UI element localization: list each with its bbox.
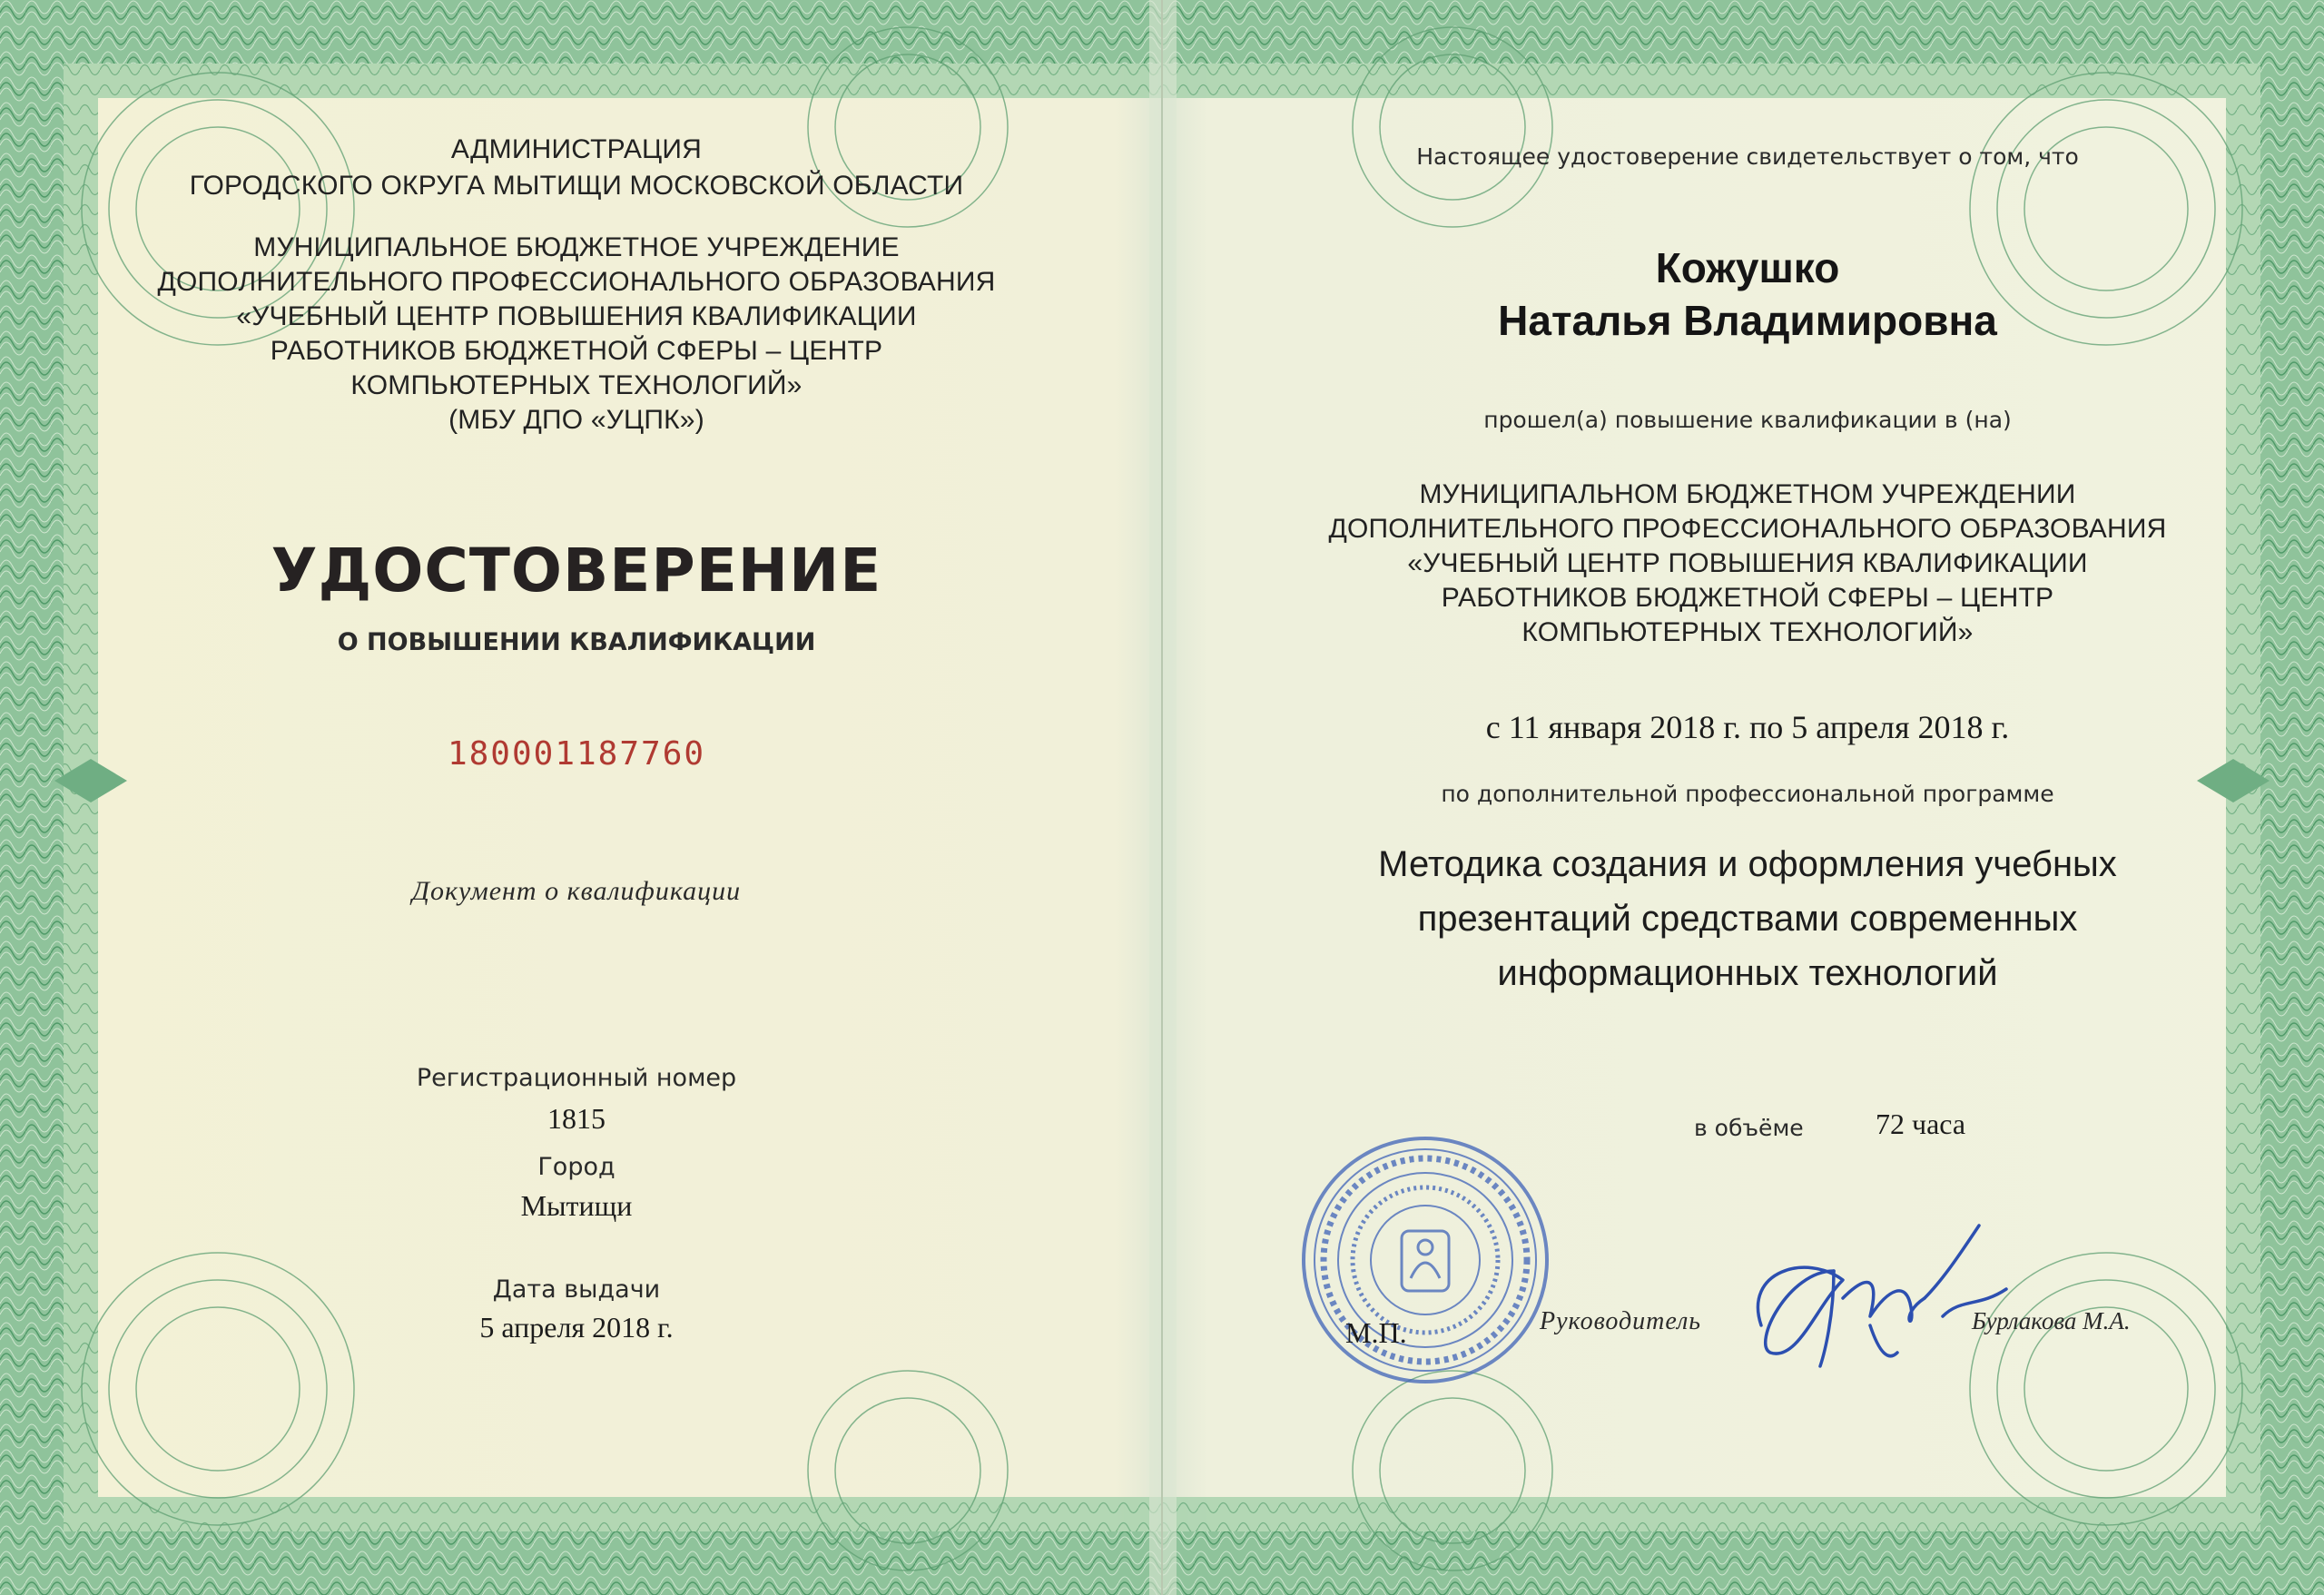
- issuer-org-line-2: ДОПОЛНИТЕЛЬНОГО ПРОФЕССИОНАЛЬНОГО ОБРАЗОВАНИЯ: [157, 267, 996, 297]
- program-label: по дополнительной профессиональной программе: [1441, 781, 2054, 807]
- head-signature: [1734, 1216, 2034, 1380]
- document-subtitle: О ПОВЫШЕНИИ КВАЛИФИКАЦИИ: [337, 628, 816, 656]
- head-label: Руководитель: [1540, 1307, 1702, 1335]
- official-stamp: [1298, 1133, 1552, 1387]
- volume-value: 72 часа: [1876, 1108, 1966, 1140]
- city-label: Город: [537, 1153, 615, 1181]
- issue-date-value: 5 апреля 2018 г.: [479, 1311, 674, 1344]
- document-type: Документ о квалификации: [411, 876, 742, 906]
- program-line-2: презентаций средствами современных: [1417, 899, 2078, 939]
- institution-line-2: ДОПОЛНИТЕЛЬНОГО ПРОФЕССИОНАЛЬНОГО ОБРАЗОВАНИЯ: [1328, 514, 2167, 544]
- document-title: УДОСТОВЕРЕНИЕ: [271, 536, 882, 606]
- serial-number: 180001187760: [447, 735, 706, 773]
- holder-surname: Кожушко: [1655, 244, 1840, 291]
- issuer-admin-line-2: ГОРОДСКОГО ОКРУГА МЫТИЩИ МОСКОВСКОЙ ОБЛАСТИ: [189, 171, 964, 201]
- issuer-org-line-6: (МБУ ДПО «УЦПК»): [448, 405, 704, 435]
- intro-text: Настоящее удостоверение свидетельствует о том, что: [1416, 143, 2079, 170]
- institution-line-1: МУНИЦИПАЛЬНОМ БЮДЖЕТНОМ УЧРЕЖДЕНИИ: [1419, 479, 2076, 509]
- issue-date-label: Дата выдачи: [492, 1275, 661, 1304]
- issuer-org-line-1: МУНИЦИПАЛЬНОЕ БЮДЖЕТНОЕ УЧРЕЖДЕНИЕ: [253, 232, 900, 262]
- issuer-org-line-3: «УЧЕБНЫЙ ЦЕНТР ПОВЫШЕНИЯ КВАЛИФИКАЦИИ: [236, 301, 917, 331]
- left-page: [0, 0, 1153, 1595]
- issuer-org-line-4: РАБОТНИКОВ БЮДЖЕТНОЙ СФЕРЫ – ЦЕНТР: [270, 336, 883, 366]
- volume-label: в объёме: [1694, 1115, 1804, 1141]
- institution-line-3: «УЧЕБНЫЙ ЦЕНТР ПОВЫШЕНИЯ КВАЛИФИКАЦИИ: [1407, 548, 2088, 578]
- head-name: Бурлакова М.А.: [1972, 1307, 2131, 1334]
- institution-line-4: РАБОТНИКОВ БЮДЖЕТНОЙ СФЕРЫ – ЦЕНТР: [1441, 583, 2054, 613]
- program-line-1: Методика создания и оформления учебных: [1378, 844, 2117, 884]
- program-line-3: информационных технологий: [1497, 953, 1998, 993]
- issuer-org-line-5: КОМПЬЮТЕРНЫХ ТЕХНОЛОГИЙ»: [350, 370, 803, 400]
- right-page: [1171, 0, 2324, 1595]
- registration-number: 1815: [547, 1102, 606, 1135]
- registration-label: Регистрационный номер: [416, 1064, 737, 1092]
- passed-text: прошел(а) повышение квалификации в (на): [1483, 407, 2012, 433]
- institution-line-5: КОМПЬЮТЕРНЫХ ТЕХНОЛОГИЙ»: [1521, 617, 1974, 647]
- study-period: с 11 января 2018 г. по 5 апреля 2018 г.: [1485, 709, 2010, 745]
- city-value: Мытищи: [520, 1189, 633, 1222]
- stamp-label: М.П.: [1345, 1316, 1407, 1349]
- holder-given-names: Наталья Владимировна: [1498, 297, 1997, 344]
- issuer-admin-line-1: АДМИНИСТРАЦИЯ: [450, 134, 703, 164]
